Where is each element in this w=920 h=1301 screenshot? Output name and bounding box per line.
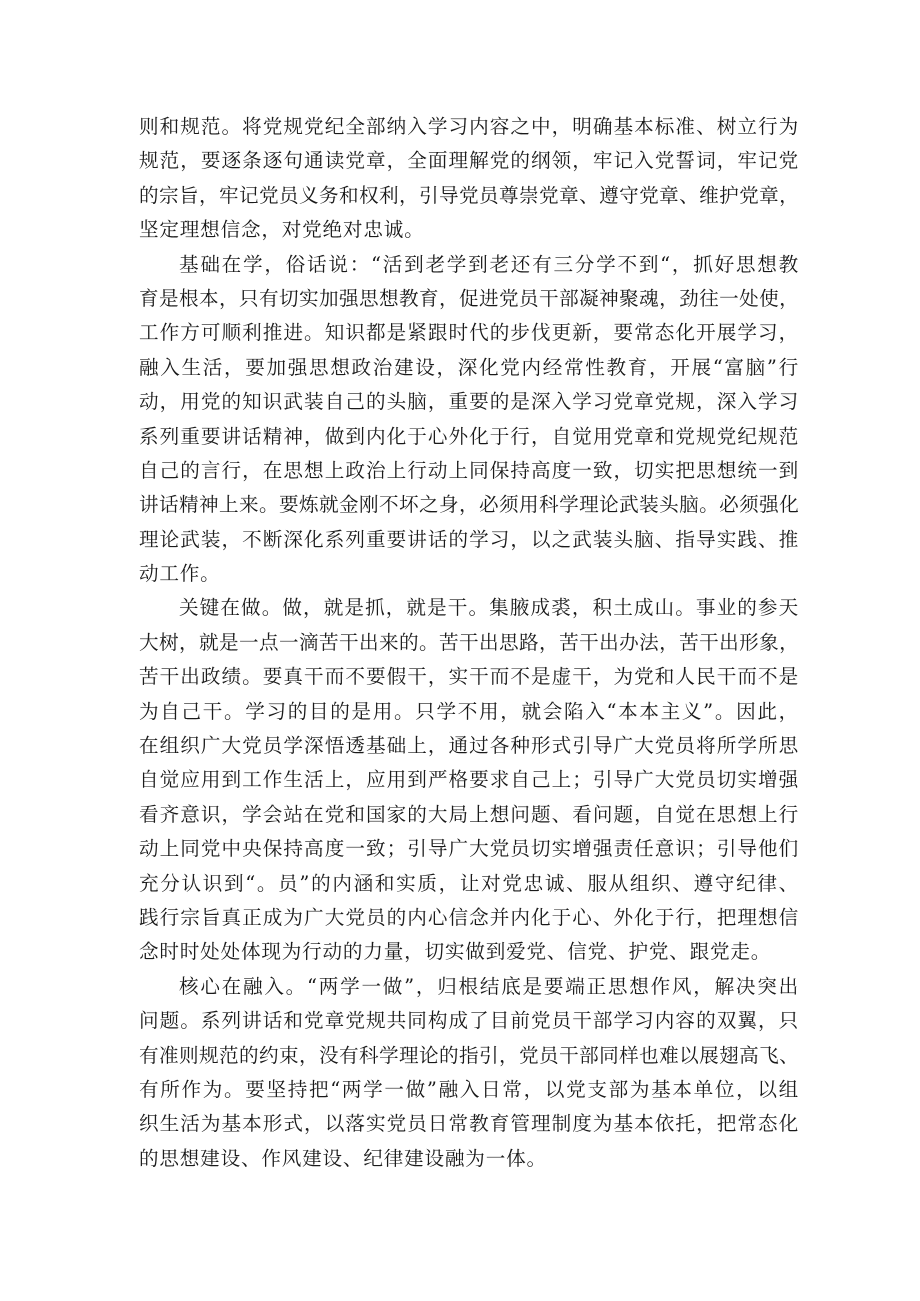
text-line: 有所作为。要坚持把“两学一做”融入日常，以党支部为基本单位，以组 (139, 1077, 799, 1101)
text-line: 坚定理想信念，对党绝对忠诚。 (139, 218, 425, 242)
paragraph-1 (139, 110, 799, 248)
text-line: 规范，要逐条逐句通读党章，全面理解党的纲领，牢记入党誓词，牢记党 (139, 149, 799, 173)
text-line: 工作方可顺利推进。知识都是紧跟时代的步伐更新，要常态化开展学习， (139, 321, 799, 345)
text-line: 织生活为基本形式，以落实党员日常教育管理制度为基本依托，把常态化 (139, 1112, 799, 1136)
text-line: 核心在融入。“两学一做”，归根结底是要端正思想作风，解决突出 (179, 974, 799, 998)
text-line: 基础在学，俗话说：“活到老学到老还有三分学不到“，抓好思想教 (179, 252, 799, 276)
text-line: 的思想建设、作风建设、纪律建设融为一体。 (139, 1146, 547, 1170)
text-line: 讲话精神上来。要炼就金刚不坏之身，必须用科学理论武装头脑。必须强化 (139, 493, 799, 517)
paragraph-2 (139, 248, 799, 592)
text-line: 苦干出政绩。要真干而不要假干，实干而不是虚干，为党和人民干而不是 (139, 665, 799, 689)
text-line: 自觉应用到工作生活上，应用到严格要求自己上；引导广大党员切实增强 (139, 768, 799, 792)
text-line: 关键在做。做，就是抓，就是干。集腋成裘，积土成山。事业的参天 (179, 596, 799, 620)
text-line: 问题。系列讲话和党章党规共同构成了目前党员干部学习内容的双翼，只 (139, 1009, 799, 1033)
text-line: 动上同党中央保持高度一致；引导广大党员切实增强责任意识；引导他们 (139, 837, 799, 861)
text-line: 理论武装，不断深化系列重要讲话的学习，以之武装头脑、指导实践、推 (139, 527, 799, 551)
text-line: 践行宗旨真正成为广大党员的内心信念并内化于心、外化于行，把理想信 (139, 905, 799, 929)
text-line: 为自己干。学习的目的是用。只学不用，就会陷入“本本主义”。因此， (139, 699, 799, 723)
paragraph-4 (139, 970, 799, 1176)
document-body (139, 110, 799, 1176)
paragraph-3 (139, 591, 799, 969)
text-line: 看齐意识，学会站在党和国家的大局上想问题、看问题，自觉在思想上行 (139, 802, 799, 826)
text-line: 大树，就是一点一滴苦干出来的。苦干出思路，苦干出办法，苦干出形象， (139, 630, 799, 654)
text-line: 念时时处处体现为行动的力量，切实做到爱党、信党、护党、跟党走。 (139, 940, 772, 964)
text-line: 融入生活，要加强思想政治建设，深化党内经常性教育，开展“富脑”行 (139, 355, 799, 379)
text-line: 系列重要讲话精神，做到内化于心外化于行，自觉用党章和党规党纪规范 (139, 424, 799, 448)
text-line: 动，用党的知识武装自己的头脑，重要的是深入学习党章党规，深入学习 (139, 390, 799, 414)
text-line: 充分认识到“。员”的内涵和实质，让对党忠诚、服从组织、遵守纪律、 (139, 871, 799, 895)
text-line: 有准则规范的约束，没有科学理论的指引，党员干部同样也难以展翅高飞、 (139, 1043, 799, 1067)
text-line: 自己的言行，在思想上政治上行动上同保持高度一致，切实把思想统一到 (139, 458, 799, 482)
text-line: 动工作。 (139, 562, 221, 586)
text-line: 在组织广大党员学深悟透基础上，通过各种形式引导广大党员将所学所思 (139, 734, 799, 758)
text-line: 的宗旨，牢记党员义务和权利，引导党员尊崇党章、遵守党章、维护党章， (139, 183, 799, 207)
text-line: 育是根本，只有切实加强思想教育，促进党员干部凝神聚魂，劲往一处使， (139, 286, 799, 310)
text-line: 则和规范。将党规党纪全部纳入学习内容之中，明确基本标准、树立行为 (139, 115, 799, 138)
